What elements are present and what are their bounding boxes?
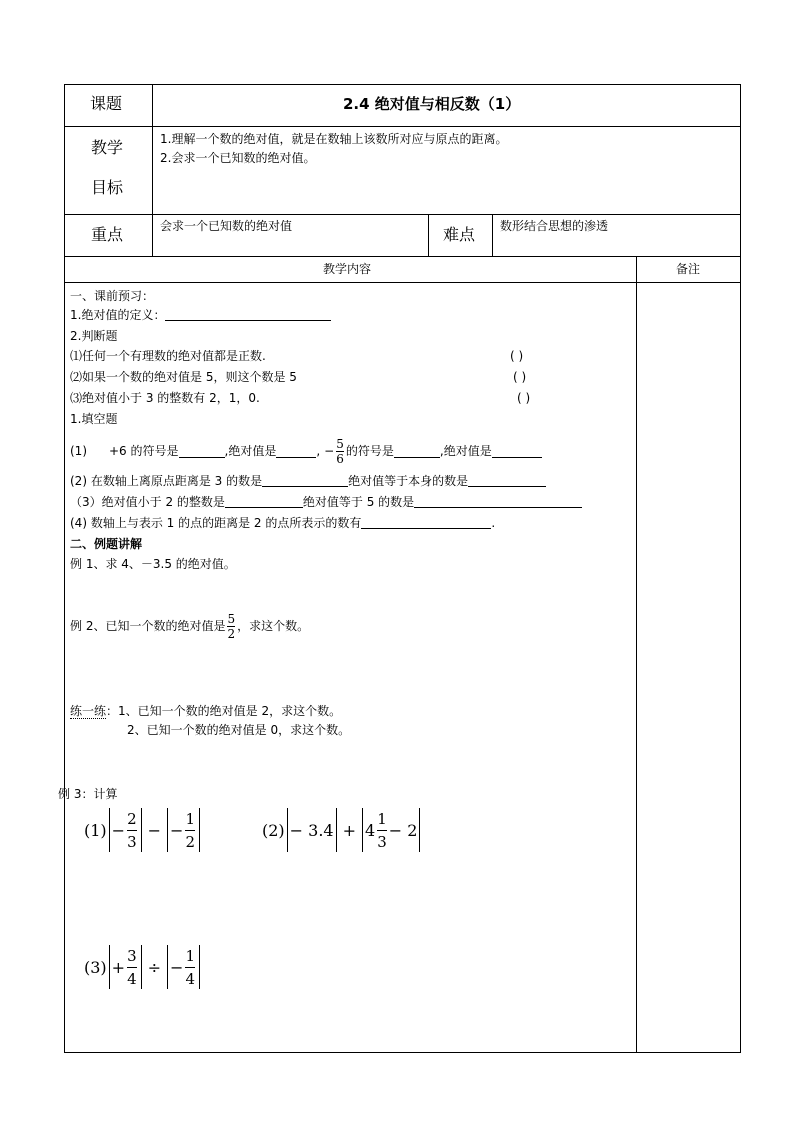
section1-title: 一、课前预习： xyxy=(70,289,155,303)
fill-3-part-b: 绝对值等于 5 的数是 xyxy=(302,495,415,509)
topic-title: 2.4 绝对值与相反数（1） xyxy=(343,95,521,113)
fraction-numerator: 2 xyxy=(127,809,137,828)
fraction-numerator: 5 xyxy=(227,611,236,626)
minus-sign: − xyxy=(147,820,162,840)
judge-paren-3[interactable]: ( ) xyxy=(517,391,531,405)
calc-expression-3 xyxy=(84,943,202,991)
answer-blank[interactable] xyxy=(394,445,440,458)
fraction-numerator: 1 xyxy=(185,809,195,828)
abs-bar xyxy=(167,808,168,852)
calc-3-label: (3) xyxy=(84,957,107,977)
abs-bar xyxy=(199,808,200,852)
table-border-right xyxy=(740,84,741,1053)
fraction-denominator: 3 xyxy=(127,832,137,851)
practice-1-text: ：1、已知一个数的绝对值是 2，求这个数。 xyxy=(106,704,342,718)
judge-paren-1[interactable]: ( ) xyxy=(510,349,524,363)
fraction-five-sixths xyxy=(336,437,344,466)
topic-label: 课题 xyxy=(90,94,123,113)
fill-4-part-a: (4) 数轴上与表示 1 的点的距离是 2 的点所表示的数有 xyxy=(70,516,362,530)
abs-bar xyxy=(419,808,420,852)
abs-bar xyxy=(336,808,337,852)
fraction-denominator: 2 xyxy=(185,832,195,851)
minus-sign: − xyxy=(170,820,184,840)
judge-item-2: ⑵如果一个数的绝对值是 5，则这个数是 5 xyxy=(70,370,297,384)
example-2 xyxy=(70,606,309,646)
division-sign: ÷ xyxy=(147,957,162,977)
answer-blank[interactable] xyxy=(276,445,316,458)
abs-bar xyxy=(109,808,110,852)
answer-blank[interactable] xyxy=(492,445,542,458)
goal-1: 1.理解一个数的绝对值，就是在数轴上该数所对应与原点的距离。 xyxy=(160,132,508,146)
fraction-numerator: 3 xyxy=(127,946,137,965)
col-divider xyxy=(636,256,637,1053)
fill-1-part-b: ,绝对值是 xyxy=(224,444,277,458)
section2-title: 二、例题讲解 xyxy=(70,537,143,551)
calc-expression-2 xyxy=(262,806,422,854)
definition-label: 1.绝对值的定义： xyxy=(70,308,166,322)
difficulty-label: 难点 xyxy=(443,225,476,244)
calc-2-value: − 3.4 xyxy=(289,820,334,840)
key-text: 会求一个已知数的绝对值 xyxy=(160,219,293,233)
calc-2-tail: − 2 xyxy=(388,820,418,840)
fill-1-part-e: ,绝对值是 xyxy=(439,444,492,458)
judge-paren-2[interactable]: ( ) xyxy=(513,370,527,384)
practice-label: 练一练 xyxy=(70,704,107,718)
answer-blank[interactable] xyxy=(414,495,582,508)
minus-sign: − xyxy=(170,957,184,977)
abs-bar xyxy=(109,945,110,989)
goal-label-2: 目标 xyxy=(91,178,124,197)
fill-1-number: (1) xyxy=(70,444,87,458)
fraction-numerator: 1 xyxy=(377,809,387,828)
abs-bar xyxy=(167,945,168,989)
table-border-top xyxy=(64,84,741,85)
content-header: 教学内容 xyxy=(323,262,372,276)
fraction-one-quarter xyxy=(183,947,197,988)
fill-title: 1.填空题 xyxy=(70,412,118,426)
abs-bar xyxy=(287,808,288,852)
key-label: 重点 xyxy=(91,225,124,244)
goal-2: 2.会求一个已知数的绝对值。 xyxy=(160,151,316,165)
fill-4-end: . xyxy=(491,516,496,530)
fill-1-part-c: , xyxy=(316,444,321,458)
practice-2: 2、已知一个数的绝对值是 0，求这个数。 xyxy=(127,723,351,737)
fill-3-part-a: （3）绝对值小于 2 的整数是 xyxy=(70,495,225,509)
calc-1-label: (1) xyxy=(84,820,107,840)
table-border-left xyxy=(64,84,65,1053)
example-1: 例 1、求 4、－3.5 的绝对值。 xyxy=(70,557,236,571)
answer-blank[interactable] xyxy=(225,495,303,508)
fraction-numerator: 1 xyxy=(185,946,195,965)
answer-blank[interactable] xyxy=(468,474,546,487)
fraction-denominator: 4 xyxy=(185,969,195,988)
fill-2-part-a: (2) 在数轴上离原点距离是 3 的数是 xyxy=(70,474,263,488)
answer-blank[interactable] xyxy=(262,474,348,487)
example-3: 例 3：计算 xyxy=(58,787,118,801)
fraction-one-half xyxy=(183,810,197,851)
answer-blank[interactable] xyxy=(165,308,331,321)
goal-label-1: 教学 xyxy=(91,138,124,157)
answer-blank[interactable] xyxy=(179,445,225,458)
fraction-numerator: 5 xyxy=(336,436,344,451)
example-2-part-b: ，求这个数。 xyxy=(237,619,310,633)
fraction-three-quarters xyxy=(125,947,139,988)
calc-2-label: (2) xyxy=(262,820,285,840)
row-divider xyxy=(64,282,741,283)
fill-item-4 xyxy=(70,516,495,530)
mixed-number-whole: 4 xyxy=(365,820,376,840)
example-2-part-a: 例 2、已知一个数的绝对值是 xyxy=(70,619,226,633)
plus-sign: + xyxy=(342,820,357,840)
col-divider xyxy=(152,84,153,256)
fill-item-3 xyxy=(70,495,582,509)
row-divider xyxy=(64,256,741,257)
notes-header: 备注 xyxy=(676,262,701,276)
row-divider xyxy=(64,214,741,215)
fill-item-1 xyxy=(70,433,542,469)
answer-blank[interactable] xyxy=(361,516,491,529)
fraction-denominator: 3 xyxy=(377,832,387,851)
definition-prompt xyxy=(70,308,331,322)
abs-bar xyxy=(141,808,142,852)
plus-sign: + xyxy=(111,957,126,977)
fraction-denominator: 4 xyxy=(127,969,137,988)
abs-bar xyxy=(141,945,142,989)
fraction-five-halves xyxy=(227,612,235,641)
judge-item-3: ⑶绝对值小于 3 的整数有 2，1，0. xyxy=(70,391,260,405)
practice-1 xyxy=(70,704,341,718)
fraction-one-third xyxy=(375,810,389,851)
fill-1-part-a: +6 的符号是 xyxy=(109,444,179,458)
row-divider xyxy=(64,126,741,127)
fill-1-part-d: 的符号是 xyxy=(345,444,394,458)
fraction-denominator: 2 xyxy=(227,626,236,641)
difficulty-text: 数形结合思想的渗透 xyxy=(500,219,609,233)
fraction-denominator: 6 xyxy=(336,451,344,466)
fill-1-minus: − xyxy=(324,444,335,458)
abs-bar xyxy=(199,945,200,989)
fill-item-2 xyxy=(70,474,546,488)
minus-sign: − xyxy=(111,820,126,840)
table-border-bottom xyxy=(64,1052,741,1053)
calc-expression-1 xyxy=(84,806,202,854)
col-divider xyxy=(428,214,429,256)
abs-bar xyxy=(362,808,363,852)
fill-2-part-b: 绝对值等于本身的数是 xyxy=(348,474,469,488)
fraction-two-thirds xyxy=(125,810,139,851)
judge-title: 2.判断题 xyxy=(70,329,118,343)
judge-item-1: ⑴任何一个有理数的绝对值都是正数. xyxy=(70,349,266,363)
col-divider xyxy=(492,214,493,256)
